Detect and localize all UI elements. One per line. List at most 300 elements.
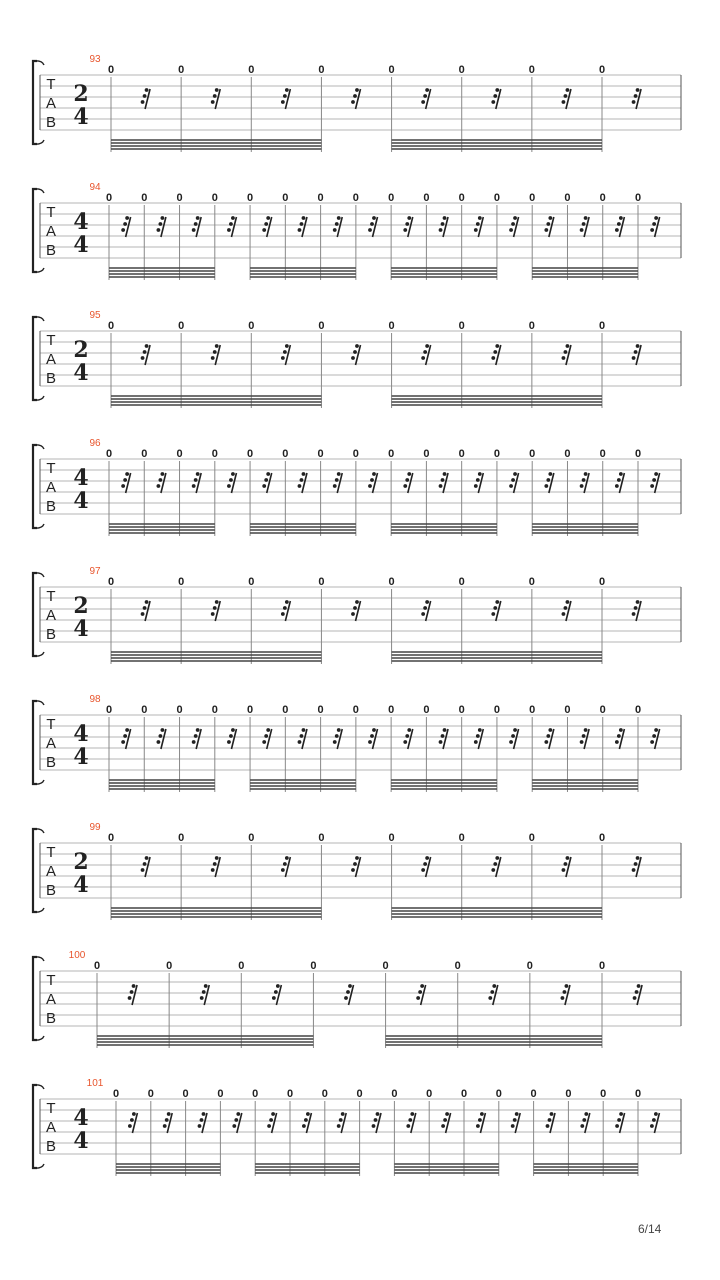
fret-number: 0 — [107, 64, 115, 76]
fret-number: 0 — [388, 448, 395, 460]
rest-stem — [237, 1113, 242, 1133]
fret-number: 0 — [391, 1088, 398, 1100]
rest-flag — [650, 1124, 654, 1128]
rest-flag — [615, 484, 619, 488]
rest-stem — [302, 473, 307, 493]
rest-flag — [566, 344, 570, 348]
rest-flag — [372, 472, 376, 476]
rest-flag — [167, 1112, 171, 1116]
rest-flag — [580, 228, 584, 232]
rest-flag — [564, 862, 568, 866]
rest-stem — [496, 601, 501, 621]
rest-flag — [421, 612, 425, 616]
rest-stem — [550, 1113, 555, 1133]
rest-stem — [480, 1113, 485, 1133]
fret-number: 0 — [318, 320, 325, 332]
rest-stem — [408, 217, 413, 237]
rest-flag — [159, 734, 163, 738]
rest-flag — [478, 728, 482, 732]
rest-flag — [157, 228, 161, 232]
fret-number: 0 — [247, 704, 254, 716]
rest-flag — [408, 1118, 412, 1122]
rest-flag — [636, 344, 640, 348]
rest-flag — [443, 472, 447, 476]
rest-flag — [511, 222, 515, 226]
fret-number: 0 — [211, 704, 218, 716]
tab-system — [33, 1078, 681, 1176]
rest-flag — [511, 1124, 515, 1128]
rest-flag — [143, 94, 147, 98]
measure-number: 93 — [89, 54, 101, 65]
bracket-hook-bottom — [33, 268, 44, 272]
rest-flag — [615, 740, 619, 744]
fret-number: 0 — [388, 576, 395, 588]
rest-flag — [302, 472, 306, 476]
rest-flag — [200, 1118, 204, 1122]
rest-flag — [561, 996, 565, 1000]
fret-number: 0 — [598, 64, 606, 76]
rest-flag — [407, 216, 411, 220]
rest-flag — [236, 1112, 240, 1116]
fret-number: 0 — [529, 448, 536, 460]
fret-number: 0 — [454, 960, 461, 972]
rest-flag — [491, 100, 495, 104]
rest-stem — [145, 89, 150, 109]
time-signature-denominator: 4 — [73, 360, 89, 386]
rest-stem — [515, 1113, 520, 1133]
measure-number: 97 — [89, 566, 101, 577]
rest-flag — [355, 856, 359, 860]
rest-flag — [348, 984, 352, 988]
rest-stem — [566, 857, 571, 877]
rest-stem — [376, 1113, 381, 1133]
rest-flag — [355, 344, 359, 348]
time-signature-denominator: 4 — [73, 872, 89, 898]
rest-flag — [298, 484, 302, 488]
time-signature-numerator: 2 — [73, 849, 89, 875]
rest-flag — [213, 862, 217, 866]
time-signature-denominator: 4 — [73, 488, 89, 514]
fret-number: 0 — [599, 192, 606, 204]
rest-flag — [491, 356, 495, 360]
fret-number: 0 — [388, 64, 395, 76]
system-bracket — [33, 445, 37, 528]
fret-number: 0 — [141, 448, 148, 460]
system-bracket — [33, 317, 37, 400]
rest-flag — [636, 88, 640, 92]
rest-flag — [267, 1124, 271, 1128]
fret-number: 0 — [423, 704, 430, 716]
rest-stem — [408, 729, 413, 749]
rest-flag — [652, 1118, 656, 1122]
tab-letter: B — [45, 370, 57, 387]
rest-flag — [215, 344, 219, 348]
rest-flag — [368, 228, 372, 232]
rest-flag — [264, 478, 268, 482]
rest-flag — [580, 484, 584, 488]
fret-number: 0 — [282, 448, 289, 460]
tab-system — [33, 310, 681, 408]
rest-flag — [194, 222, 198, 226]
rest-flag — [337, 1124, 341, 1128]
rest-flag — [266, 216, 270, 220]
time-signature-numerator: 4 — [73, 465, 89, 491]
bracket-hook-bottom — [33, 1164, 44, 1168]
system-bracket — [33, 1085, 37, 1168]
fret-number: 0 — [107, 320, 115, 332]
rest-stem — [373, 217, 378, 237]
rest-flag — [582, 478, 586, 482]
rest-flag — [513, 728, 517, 732]
rest-flag — [229, 734, 233, 738]
tab-letter: A — [45, 351, 57, 368]
rest-flag — [161, 216, 165, 220]
tab-system — [33, 950, 681, 1048]
rest-flag — [425, 600, 429, 604]
rest-flag — [474, 740, 478, 744]
rest-flag — [478, 216, 482, 220]
page-number: 6/14 — [638, 1222, 662, 1236]
tab-letter: T — [46, 844, 56, 861]
rest-flag — [476, 1124, 480, 1128]
system-bracket — [33, 573, 37, 656]
fret-number: 0 — [423, 192, 430, 204]
tab-letter: T — [46, 204, 56, 221]
rest-flag — [480, 1112, 484, 1116]
bracket-hook-top — [33, 1085, 44, 1089]
rest-flag — [509, 484, 513, 488]
fret-number: 0 — [217, 1088, 224, 1100]
rest-flag — [262, 228, 266, 232]
rest-flag — [285, 856, 289, 860]
rest-flag — [211, 612, 215, 616]
rest-flag — [376, 1112, 380, 1116]
rest-stem — [337, 473, 342, 493]
rest-flag — [619, 1112, 623, 1116]
fret-number: 0 — [252, 1088, 259, 1100]
rest-flag — [636, 856, 640, 860]
rest-flag — [159, 478, 163, 482]
rest-flag — [300, 478, 304, 482]
rest-flag — [231, 472, 235, 476]
rest-flag — [281, 612, 285, 616]
rest-flag — [351, 100, 355, 104]
fret-number: 0 — [460, 1088, 468, 1100]
rest-flag — [474, 484, 478, 488]
bracket-hook-bottom — [33, 396, 44, 400]
rest-stem — [126, 473, 131, 493]
fret-number: 0 — [388, 704, 395, 716]
tab-letter: A — [45, 863, 57, 880]
tab-letter: T — [46, 972, 56, 989]
rest-flag — [495, 344, 499, 348]
rest-flag — [351, 356, 355, 360]
time-signature-numerator: 2 — [73, 337, 89, 363]
rest-stem — [426, 345, 431, 365]
rest-flag — [125, 728, 129, 732]
rest-flag — [634, 350, 638, 354]
rest-flag — [145, 600, 149, 604]
rest-stem — [443, 217, 448, 237]
rest-flag — [632, 356, 636, 360]
rest-flag — [491, 612, 495, 616]
measure-number: 95 — [89, 310, 101, 321]
fret-number: 0 — [105, 192, 113, 204]
rest-flag — [478, 472, 482, 476]
rest-flag — [562, 612, 566, 616]
rest-flag — [123, 734, 127, 738]
rest-flag — [337, 216, 341, 220]
rest-flag — [635, 990, 639, 994]
fret-number: 0 — [178, 576, 185, 588]
rest-stem — [426, 89, 431, 109]
rest-stem — [408, 473, 413, 493]
rest-flag — [121, 228, 125, 232]
rest-flag — [421, 868, 425, 872]
rest-flag — [302, 1124, 306, 1128]
tab-letter: T — [46, 460, 56, 477]
tab-system — [33, 822, 681, 920]
rest-stem — [549, 217, 554, 237]
rest-flag — [476, 734, 480, 738]
rest-stem — [302, 729, 307, 749]
fret-number: 0 — [388, 192, 395, 204]
rest-stem — [446, 1113, 451, 1133]
rest-stem — [373, 729, 378, 749]
rest-flag — [355, 88, 359, 92]
rest-flag — [584, 1112, 588, 1116]
rest-stem — [620, 1113, 625, 1133]
rest-flag — [636, 600, 640, 604]
rest-flag — [202, 990, 206, 994]
time-signature-numerator: 4 — [73, 721, 89, 747]
rest-flag — [333, 484, 337, 488]
fret-number: 0 — [238, 960, 245, 972]
tab-letter: A — [45, 479, 57, 496]
rest-flag — [351, 868, 355, 872]
rest-flag — [478, 1118, 482, 1122]
rest-flag — [335, 478, 339, 482]
rest-stem — [426, 857, 431, 877]
rest-flag — [634, 606, 638, 610]
rest-flag — [439, 740, 443, 744]
rest-stem — [302, 217, 307, 237]
fret-number: 0 — [493, 192, 500, 204]
rest-flag — [198, 1124, 202, 1128]
rest-flag — [346, 990, 350, 994]
rest-flag — [566, 600, 570, 604]
rest-flag — [548, 1118, 552, 1122]
rest-stem — [161, 217, 166, 237]
rest-flag — [335, 222, 339, 226]
rest-stem — [585, 1113, 590, 1133]
fret-number: 0 — [528, 576, 535, 588]
rest-flag — [211, 100, 215, 104]
rest-flag — [654, 216, 658, 220]
rest-flag — [355, 600, 359, 604]
rest-stem — [285, 601, 290, 621]
rest-stem — [231, 217, 236, 237]
rest-flag — [121, 484, 125, 488]
rest-flag — [161, 728, 165, 732]
rest-flag — [619, 216, 623, 220]
rest-flag — [615, 1124, 619, 1128]
rest-flag — [580, 1124, 584, 1128]
fret-number: 0 — [112, 1088, 120, 1100]
fret-number: 0 — [564, 448, 571, 460]
fret-number: 0 — [318, 576, 325, 588]
rest-flag — [407, 728, 411, 732]
tab-letter: A — [45, 991, 57, 1008]
rest-stem — [276, 985, 281, 1005]
rest-flag — [337, 728, 341, 732]
rest-flag — [405, 222, 409, 226]
rest-flag — [192, 740, 196, 744]
rest-flag — [200, 996, 204, 1000]
rest-stem — [478, 729, 483, 749]
fret-number: 0 — [423, 448, 430, 460]
rest-stem — [443, 729, 448, 749]
rest-flag — [439, 484, 443, 488]
fret-number: 0 — [317, 704, 324, 716]
rest-flag — [546, 478, 550, 482]
rest-stem — [337, 729, 342, 749]
fret-number: 0 — [352, 192, 359, 204]
rest-flag — [271, 1112, 275, 1116]
rest-stem — [215, 345, 220, 365]
rest-flag — [333, 228, 337, 232]
rest-stem — [267, 729, 272, 749]
rest-flag — [425, 856, 429, 860]
rest-flag — [130, 990, 134, 994]
fret-number: 0 — [529, 192, 536, 204]
rest-stem — [132, 985, 137, 1005]
rest-stem — [145, 857, 150, 877]
rest-stem — [565, 985, 570, 1005]
rest-flag — [196, 728, 200, 732]
rest-stem — [267, 473, 272, 493]
tab-letter: B — [45, 1138, 57, 1155]
fret-number: 0 — [176, 704, 183, 716]
rest-flag — [564, 606, 568, 610]
rest-flag — [443, 1118, 447, 1122]
rest-stem — [356, 345, 361, 365]
rest-flag — [546, 222, 550, 226]
rest-flag — [302, 728, 306, 732]
measure-number: 96 — [89, 438, 101, 449]
rest-flag — [213, 350, 217, 354]
rest-stem — [411, 1113, 416, 1133]
fret-number: 0 — [388, 320, 395, 332]
rest-flag — [546, 1124, 550, 1128]
rest-flag — [274, 990, 278, 994]
rest-flag — [143, 862, 147, 866]
rest-flag — [566, 88, 570, 92]
rest-stem — [196, 729, 201, 749]
rest-flag — [157, 740, 161, 744]
rest-flag — [562, 100, 566, 104]
rest-stem — [654, 1113, 659, 1133]
rest-flag — [269, 1118, 273, 1122]
rest-flag — [425, 88, 429, 92]
time-signature-denominator: 4 — [73, 1128, 89, 1154]
rest-stem — [285, 345, 290, 365]
rest-flag — [492, 984, 496, 988]
fret-number: 0 — [528, 64, 535, 76]
fret-number: 0 — [105, 704, 113, 716]
rest-stem — [637, 985, 642, 1005]
rest-stem — [655, 217, 660, 237]
fret-number: 0 — [598, 832, 606, 844]
fret-number: 0 — [247, 192, 254, 204]
fret-number: 0 — [458, 448, 465, 460]
fret-number: 0 — [458, 192, 465, 204]
rest-flag — [544, 228, 548, 232]
rest-flag — [564, 350, 568, 354]
rest-flag — [300, 734, 304, 738]
rest-flag — [370, 222, 374, 226]
rest-flag — [215, 856, 219, 860]
rest-flag — [403, 228, 407, 232]
rest-flag — [513, 1118, 517, 1122]
rest-stem — [231, 729, 236, 749]
rest-flag — [441, 1124, 445, 1128]
rest-stem — [267, 217, 272, 237]
rest-flag — [163, 1124, 167, 1128]
rest-flag — [439, 228, 443, 232]
rest-flag — [192, 484, 196, 488]
rest-flag — [650, 484, 654, 488]
rest-flag — [495, 856, 499, 860]
rest-flag — [276, 984, 280, 988]
rest-flag — [565, 984, 569, 988]
rest-flag — [194, 478, 198, 482]
rest-flag — [619, 728, 623, 732]
bracket-hook-bottom — [33, 908, 44, 912]
rest-flag — [617, 1118, 621, 1122]
fret-number: 0 — [598, 320, 606, 332]
fret-number: 0 — [248, 576, 255, 588]
rest-flag — [283, 94, 287, 98]
rest-flag — [196, 216, 200, 220]
bracket-hook-bottom — [33, 652, 44, 656]
fret-number: 0 — [493, 704, 500, 716]
fret-number: 0 — [352, 704, 359, 716]
rest-flag — [302, 216, 306, 220]
rest-flag — [215, 88, 219, 92]
fret-number: 0 — [599, 704, 606, 716]
rest-stem — [126, 729, 131, 749]
rest-flag — [550, 1112, 554, 1116]
fret-number: 0 — [565, 1088, 572, 1100]
rest-flag — [544, 484, 548, 488]
rest-flag — [615, 228, 619, 232]
fret-number: 0 — [458, 704, 465, 716]
fret-number: 0 — [141, 192, 148, 204]
fret-number: 0 — [458, 320, 465, 332]
rest-flag — [125, 216, 129, 220]
rest-flag — [374, 1118, 378, 1122]
fret-number: 0 — [528, 320, 535, 332]
rest-stem — [161, 473, 166, 493]
rest-flag — [285, 344, 289, 348]
rest-flag — [584, 216, 588, 220]
rest-flag — [619, 472, 623, 476]
rest-stem — [549, 473, 554, 493]
rest-flag — [283, 606, 287, 610]
rest-flag — [513, 216, 517, 220]
rest-flag — [423, 94, 427, 98]
